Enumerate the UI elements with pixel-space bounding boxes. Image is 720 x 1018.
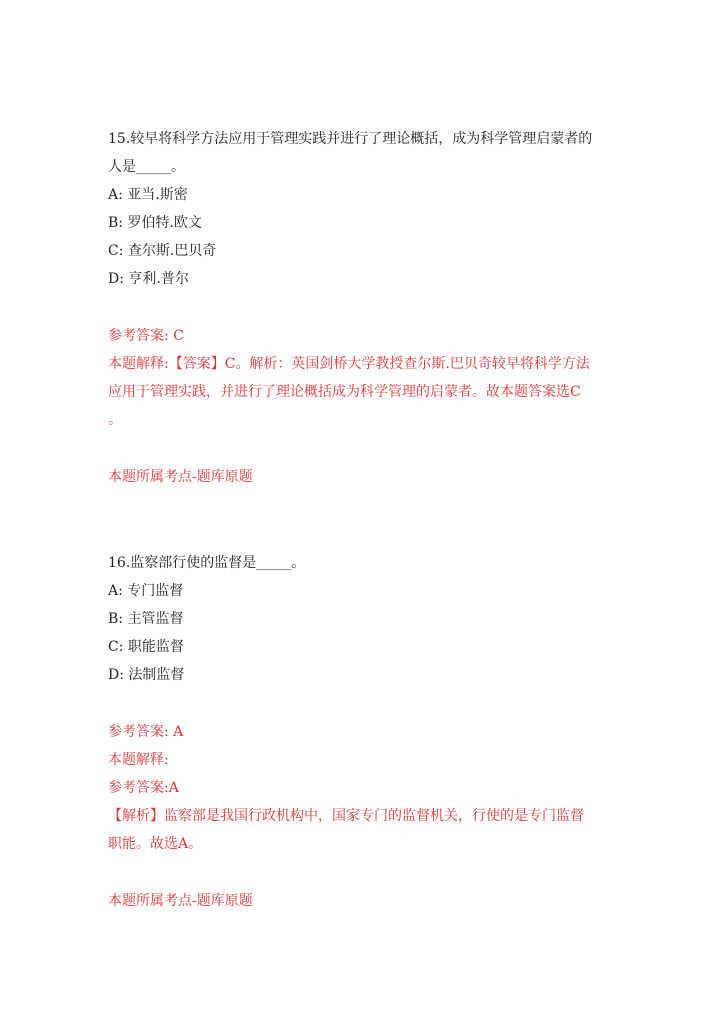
question-15-source: 本题所属考点-题库原题 <box>108 469 253 485</box>
question-15-analysis-line-3: 。 <box>108 412 122 428</box>
question-16-option-a: A: 专门监督 <box>108 583 184 599</box>
question-16-source: 本题所属考点-题库原题 <box>108 893 253 909</box>
question-15-option-c: C: 查尔斯.巴贝奇 <box>108 243 217 259</box>
question-16-option-c: C: 职能监督 <box>108 639 184 655</box>
question-16-stem-line-1: 16.监察部行使的监督是_____。 <box>108 555 306 571</box>
question-16-analysis-line-1: 本题解释: <box>108 752 169 768</box>
question-16-analysis-line-4: 职能。故选A。 <box>108 836 203 852</box>
question-15-stem-line-1: 15.较早将科学方法应用于管理实践并进行了理论概括，成为科学管理启蒙者的 <box>108 131 593 147</box>
question-16-option-b: B: 主管监督 <box>108 611 184 627</box>
question-15-stem-line-2: 人是_____。 <box>108 159 185 175</box>
question-16-answer: 参考答案: A <box>108 724 184 740</box>
question-16-option-d: D: 法制监督 <box>108 667 185 683</box>
question-15-answer: 参考答案: C <box>108 328 184 344</box>
question-16-analysis-line-3: 【解析】监察部是我国行政机构中，国家专门的监督机关，行使的是专门监督 <box>108 808 584 824</box>
question-15-analysis-line-1: 本题解释:【答案】C。解析：英国剑桥大学教授查尔斯.巴贝奇较早将科学方法 <box>108 356 590 372</box>
question-15-option-a: A: 亚当.斯密 <box>108 187 188 203</box>
question-16-analysis-line-2: 参考答案:A <box>108 780 179 796</box>
question-15-analysis-line-2: 应用于管理实践，并进行了理论概括成为科学管理的启蒙者。故本题答案选C <box>108 384 581 400</box>
question-15-option-b: B: 罗伯特.欧文 <box>108 215 202 231</box>
question-15-option-d: D: 亨利.普尔 <box>108 271 189 287</box>
